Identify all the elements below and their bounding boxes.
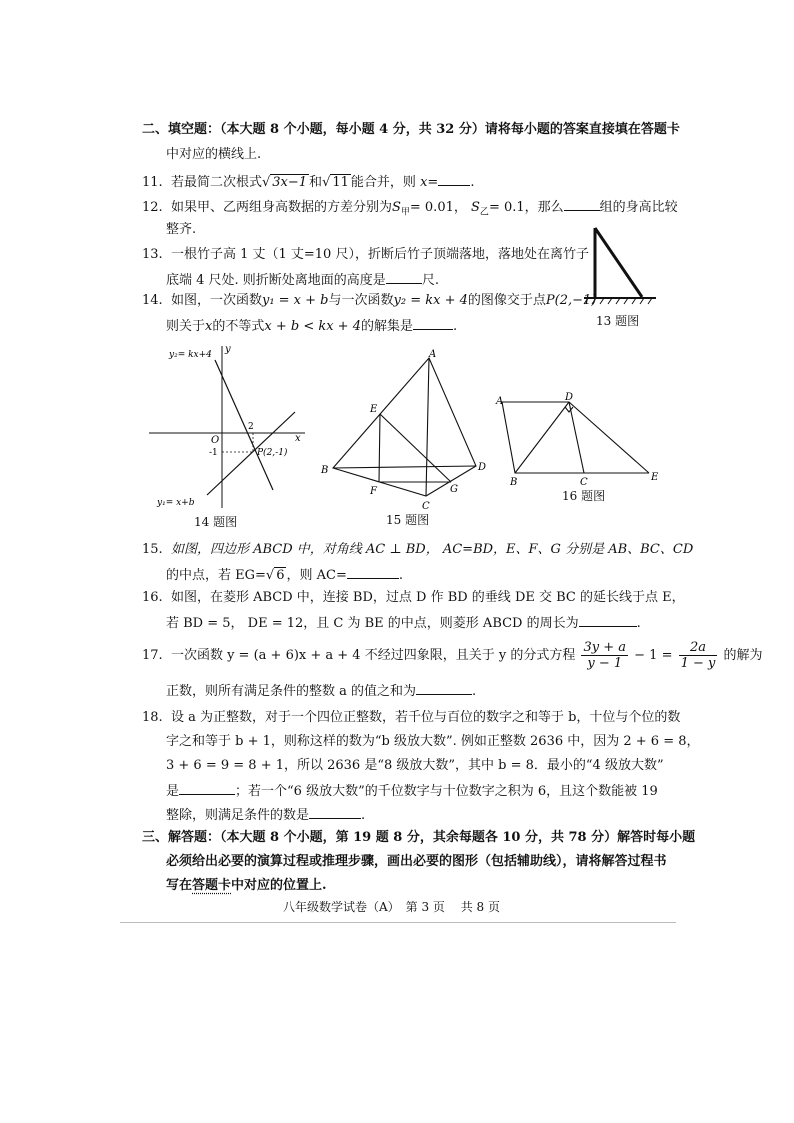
question-18-line3: 3 + 6 = 9 = 8 + 1，所以 2636 是“8 级放大数”，其中 b = 8．最小的“4 级放大数” (166, 758, 664, 773)
section3-heading-line2: 必须给出必要的演算过程或推理步骤，画出必要的图形（包括辅助线），请将解答过程书 (166, 854, 667, 869)
answer-blank-15 (347, 564, 399, 579)
question-11: 11. 若最简二次根式√ 3x−1 和√ 11 能合并，则 x= . (142, 171, 474, 193)
question-15-line2: 的中点，若 EG=√ 6 ，则 AC= . (166, 564, 403, 586)
answer-blank-11 (438, 171, 470, 186)
question-12-line2: 整齐. (166, 222, 197, 237)
answer-blank-16 (579, 612, 637, 627)
question-17: 17. 一次函数 y = (a + 6)x + a + 4 不经过四象限，且关于 y 的分式方程 $\frac{3y + a}{y - 1}$ − 1 = $\frac{2a}{1 - y}$ 的解为 (142, 640, 763, 671)
fraction-right: $\frac{2a}{1 - y}$ (680, 640, 716, 671)
figure-15-caption: 15 题图 (386, 513, 430, 527)
x-axis-label: x (295, 433, 301, 444)
question-17-line2: 正数，则所有满足条件的整数 a 的值之和为 . (166, 680, 476, 702)
answer-blank-18a (179, 780, 235, 795)
question-15: 15. 如图，四边形 ABCD 中，对角线 AC ⊥ BD， AC=BD，E、F、G 分别是 AB、BC、CD (142, 542, 694, 557)
question-13: 13. 一根竹子高 1 丈（1 丈=10 尺），折断后竹子顶端落地，落地处在离竹子 (142, 247, 589, 262)
label-g: G (450, 484, 458, 495)
question-18: 18. 设 a 为正整数，对于一个四位正整数，若千位与百位的数字之和等于 b，十位与个位的数 (142, 710, 681, 725)
page-footer: 八年级数学试卷（A） 第 3 页 共 8 页 (283, 900, 501, 914)
label-a: A (496, 396, 504, 407)
question-13-line2: 底端 4 尺处. 则折断处离地面的高度是 尺. (166, 269, 439, 291)
origin-label: O (211, 435, 220, 446)
label-c: C (580, 477, 588, 488)
figure-14-caption: 14 题图 (194, 515, 238, 529)
figure-16-caption: 16 题图 (562, 489, 606, 503)
fraction-left: $\frac{3y + a}{y - 1}$ (583, 640, 626, 671)
question-18-line2: 字之和等于 b + 1，则称这样的数为“b 级放大数”. 例如正整数 2636 中，因为 2 + 6 = 8， (166, 734, 700, 749)
y-axis-label: y (225, 344, 231, 355)
minus-one-label: -1 (209, 448, 218, 458)
question-14-line2: 则关于x的不等式x + b < kx + 4的解集是 . (166, 315, 457, 337)
label-b: B (510, 477, 518, 488)
label-c: C (422, 501, 430, 512)
label-d: D (478, 462, 487, 473)
section2-heading-cont: 中对应的横线上. (166, 147, 262, 162)
point-p-label: P(2,-1) (257, 448, 288, 458)
y1-label: y₁= x+b (157, 498, 195, 508)
figure-16 (494, 390, 669, 488)
answer-blank-13 (386, 269, 422, 284)
question-14: 14. 如图，一次函数y₁ = x + b与一次函数y₂ = kx + 4的图像交于点P(2,−1) (142, 293, 597, 308)
question-18-line5: 整除，则满足条件的数是 . (166, 804, 365, 826)
label-e: E (370, 404, 378, 415)
two-label: 2 (248, 422, 254, 432)
section2-heading: 二、填空题：（本大题 8 个小题，每小题 4 分，共 32 分）请将每小题的答案直接填在答题卡 (142, 122, 680, 137)
label-f: F (370, 486, 377, 497)
label-e: E (651, 472, 659, 483)
quadrilateral-abcd (333, 358, 476, 496)
label-a: A (429, 349, 437, 360)
y2-label: y₂= kx+4 (169, 350, 212, 360)
answer-blank-17 (416, 680, 472, 695)
figure-15 (316, 346, 494, 514)
figure-13-caption: 13 题图 (596, 314, 640, 328)
figure-14 (145, 340, 315, 515)
label-b: B (321, 465, 329, 476)
question-16: 16. 如图，在菱形 ABCD 中，连接 BD，过点 D 作 BD 的垂线 DE 交 BC 的延长线于点 E， (142, 590, 685, 605)
answer-blank-12 (564, 196, 600, 211)
question-18-line4: 是 ；若一个“6 级放大数”的千位数字与十位数字之积为 6，且这个数能被 19 (166, 780, 658, 802)
answer-blank-18b (309, 804, 361, 819)
answer-blank-14 (413, 315, 453, 330)
question-16-line2: 若 BD = 5， DE = 12，且 C 为 BE 的中点，则菱形 ABCD 的周长为 . (166, 612, 641, 634)
section3-heading: 三、解答题：（本大题 8 个小题，第 19 题 8 分，其余每题各 10 分，共 78 分）解答时每小题 (142, 830, 696, 845)
bottom-divider (120, 922, 676, 923)
line-y2 (215, 360, 273, 490)
label-d: D (565, 392, 574, 403)
section3-heading-line3: 写在答题卡中对应的位置上. (166, 878, 327, 893)
rhombus-figure (502, 402, 649, 473)
question-12: 12. 如果甲、乙两组身高数据的方差分别为$S_甲= 0.01$， $S_乙= 0.1$，那么 组的身高比较 (142, 196, 678, 223)
bamboo-broken-part (595, 228, 642, 297)
